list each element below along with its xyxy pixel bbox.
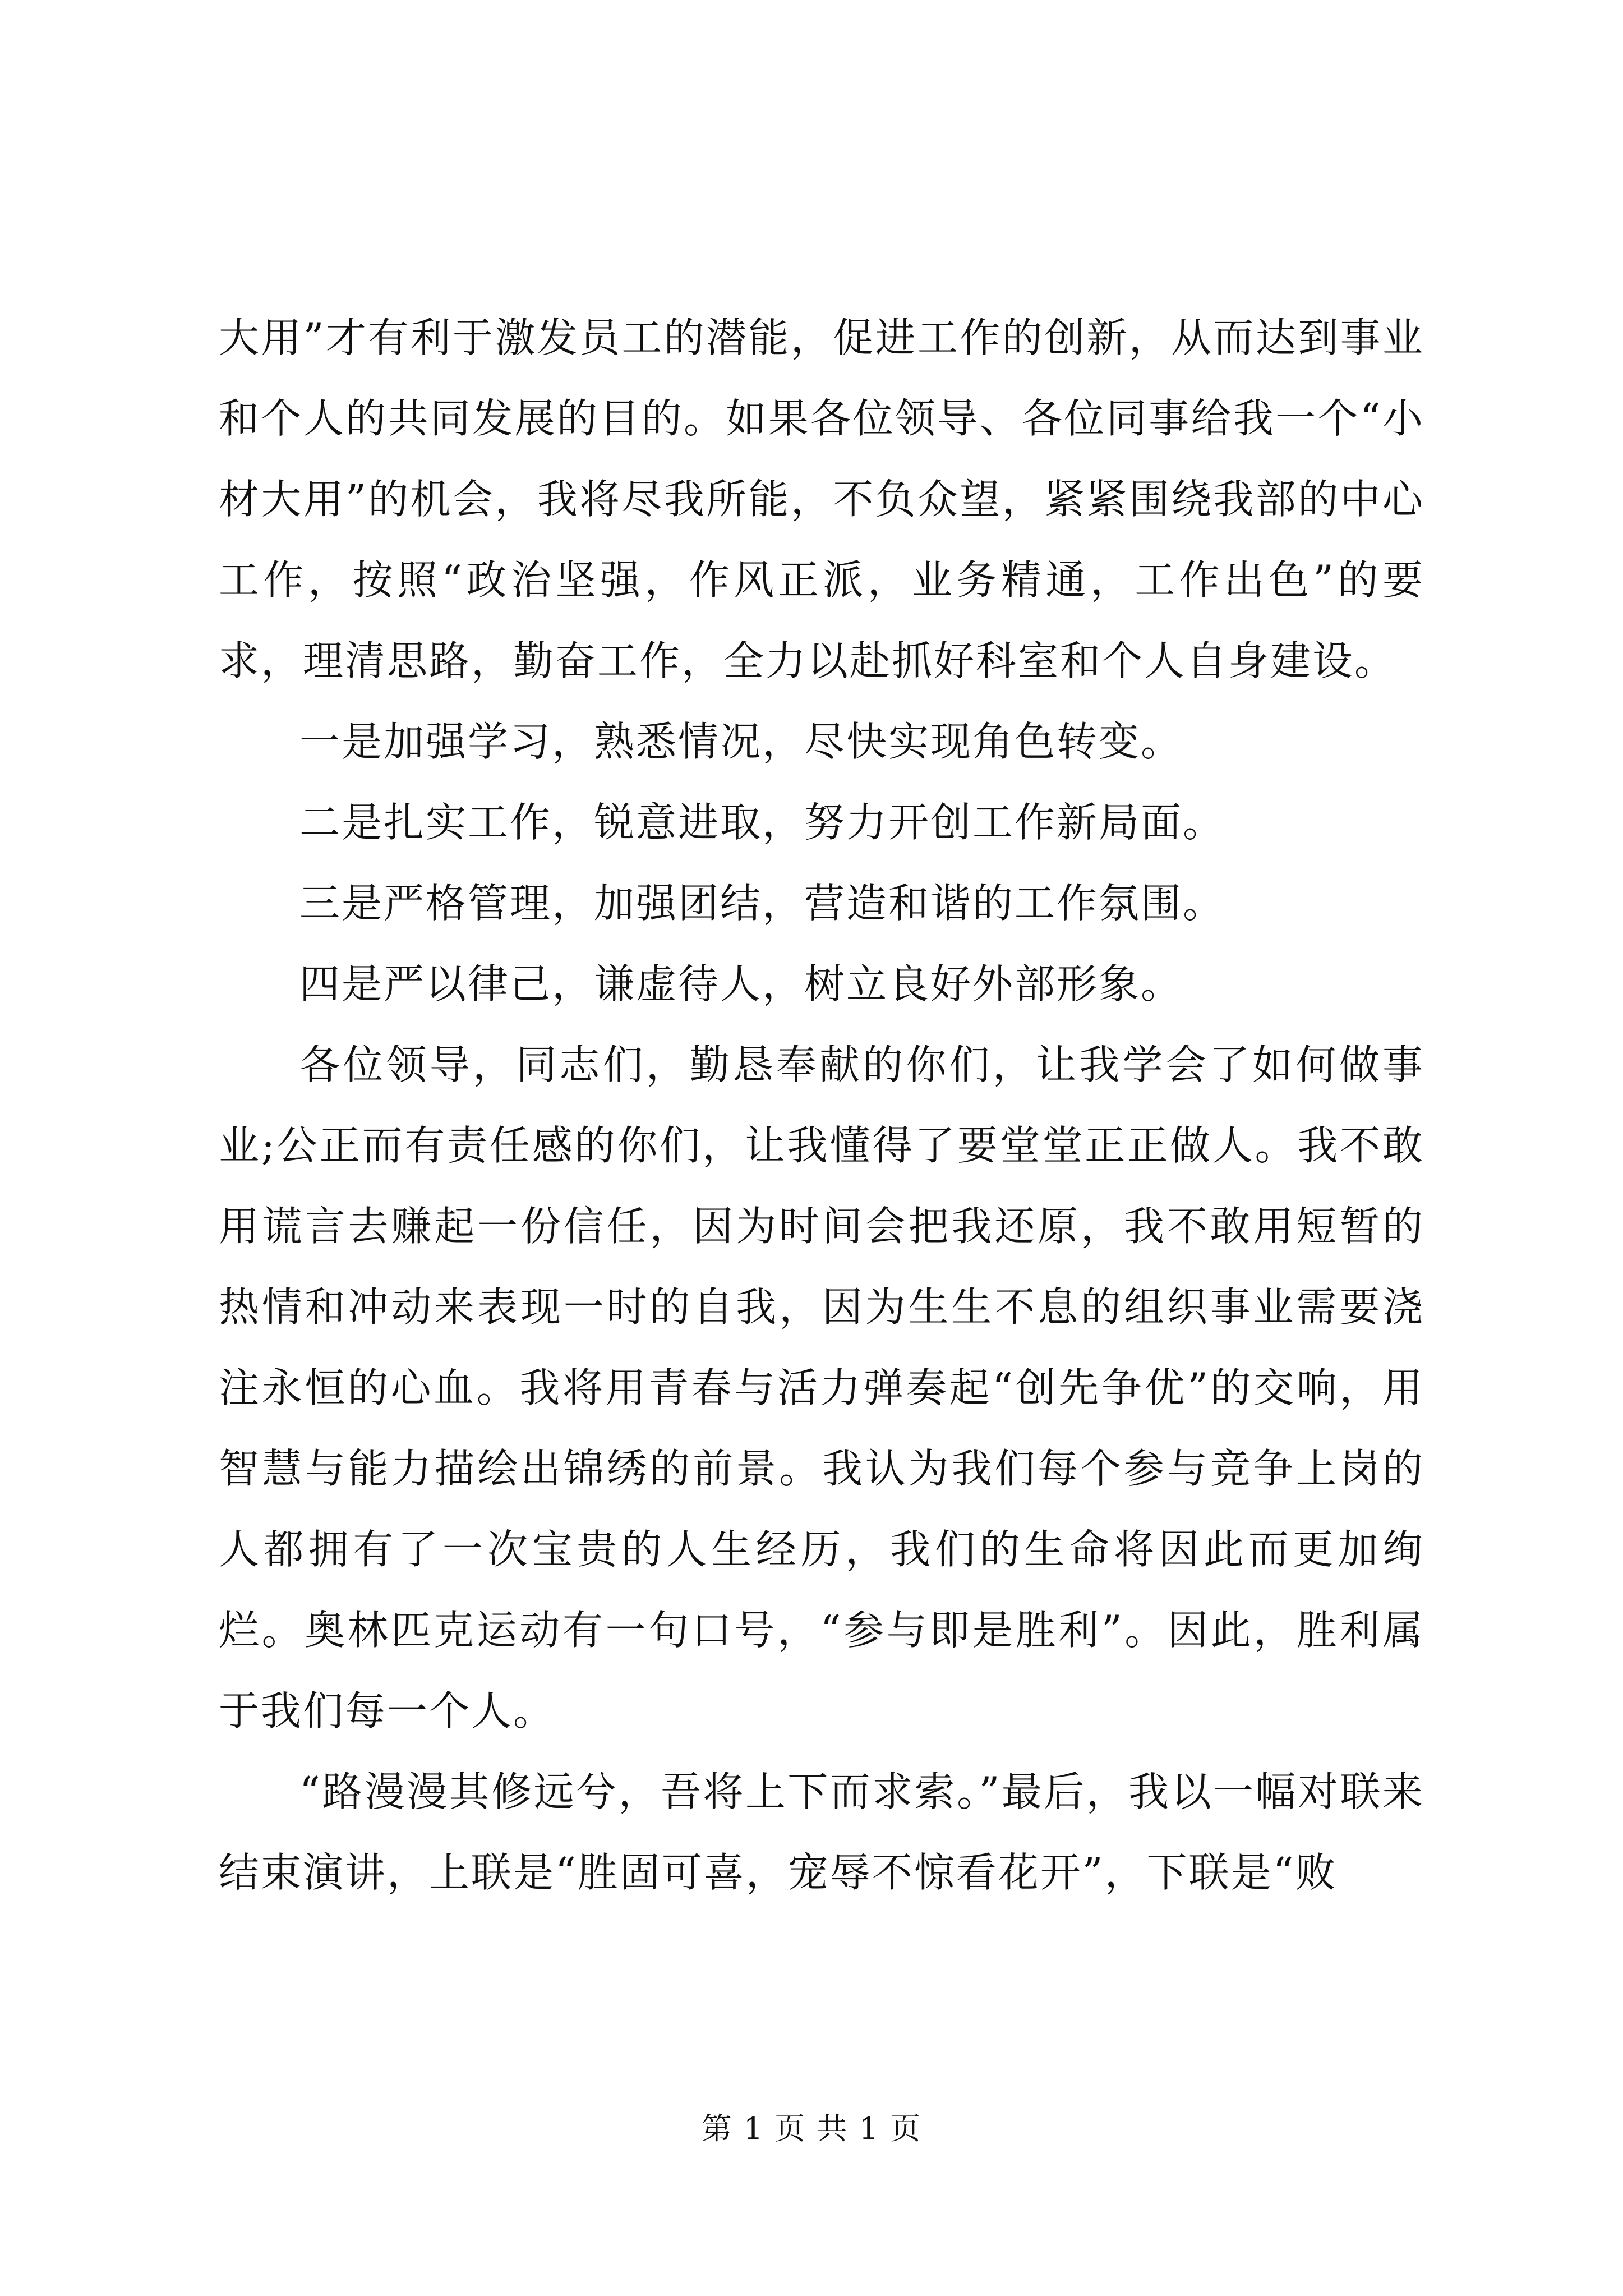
paragraph-3: 二是扎实工作，锐意进取，努力开创工作新局面。 [299, 799, 1225, 846]
paragraph-7: “路漫漫其修远兮，吾将上下而求索。”最后，我以一幅对联来结束演讲，上联是“胜固可喜，宠辱不惊看花开”，下联是“败 [219, 1768, 1424, 1896]
paragraph-1: 大用”才有利于激发员工的潜能，促进工作的创新，从而达到事业和个人的共同发展的目的。如果各位领导、各位同事给我一个“小材大用”的机会，我将尽我所能，不负众望，紧紧围绕我部的中心工作，按照“政治坚强，作风正派，业务精通，工作出色”的要求，理清思路，勤奋工作，全力以赴抓好科室和个人自身建设。 [219, 314, 1424, 684]
paragraph-5: 四是严以律己，谦虚待人，树立良好外部形象。 [299, 960, 1183, 1007]
document-body [219, 297, 1424, 1913]
paragraph-4: 三是严格管理，加强团结，营造和谐的工作氛围。 [299, 880, 1225, 927]
paragraph-2: 一是加强学习，熟悉情况，尽快实现角色转变。 [299, 718, 1183, 765]
paragraph-6: 各位领导，同志们，勤恳奉献的你们，让我学会了如何做事业;公正而有责任感的你们，让我懂得了要堂堂正正做人。我不敢用谎言去赚起一份信任，因为时间会把我还原，我不敢用短暂的热情和冲动来表现一时的自我，因为生生不息的组织事业需要浇注永恒的心血。我将用青春与活力弹奏起“创先争优”的交响，用智慧与能力描绘出锦绣的前景。我认为我们每个参与竞争上岗的人都拥有了一次宝贵的人生经历，我们的生命将因此而更加绚烂。奥林匹克运动有一句口号，“参与即是胜利”。因此，胜利属于我们每一个人。 [219, 1041, 1424, 1734]
page-footer: 第 1 页 共 1 页 [701, 2111, 922, 2146]
